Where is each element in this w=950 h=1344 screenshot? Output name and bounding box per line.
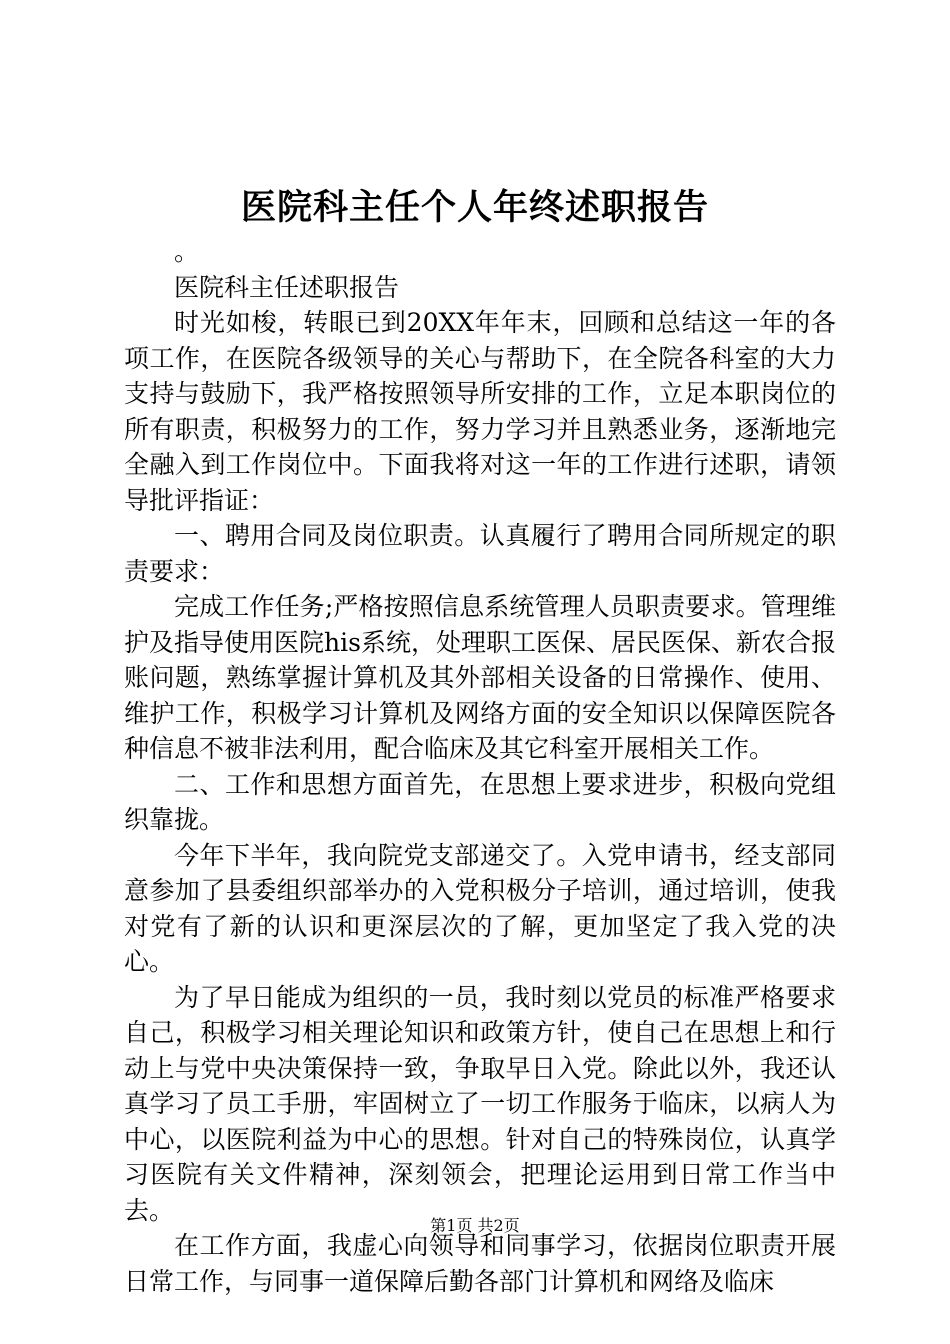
paragraph-subtitle: 医院科主任述职报告 (174, 272, 400, 302)
paragraph-section-one-body: 完成工作任务;严格按照信息系统管理人员职责要求。管理维护及指导使用医院his系统，处理职工医保、居民医保、新农合报账问题，熟练掌握计算机及其外部相关设备的日常操作、使用、维护工作，积极学习计算机及网络方面的安全知识以保障医院各种信息不被非法利用，配合临床及其它科室开展相关工作。 (124, 592, 836, 763)
page-number-footer: 第1页 共2页 (430, 1216, 520, 1235)
paragraph-period: 。 (174, 237, 200, 266)
paragraph-section-one-heading: 一、聘用合同及岗位职责。认真履行了聘用合同所规定的职责要求： (124, 521, 836, 586)
document-body (124, 234, 836, 1299)
document-title: 医院科主任个人年终述职报告 (240, 187, 709, 228)
paragraph-intro: 时光如梭，转眼已到20XX年年末，回顾和总结这一年的各项工作，在医院各级领导的关心与帮助下，在全院各科室的大力支持与鼓励下，我严格按照领导所安排的工作，立足本职岗位的所有职责，积极努力的工作，努力学习并且熟悉业务，逐渐地完全融入到工作岗位中。下面我将对这一年的工作进行述职，请领导批评指证： (124, 308, 836, 515)
paragraph-section-two-heading: 二、工作和思想方面首先，在思想上要求进步，积极向党组织靠拢。 (124, 769, 836, 834)
paragraph-party-application: 今年下半年，我向院党支部递交了。入党申请书，经支部同意参加了县委组织部举办的入党积极分子培训，通过培训，使我对党有了新的认识和更深层次的了解，更加坚定了我入党的决心。 (124, 840, 836, 976)
paragraph-self-discipline: 为了早日能成为组织的一员，我时刻以党员的标准严格要求自己，积极学习相关理论知识和政策方针，使自己在思想上和行动上与党中央决策保持一致，争取早日入党。除此以外，我还认真学习了员工手册，牢固树立了一切工作服务于临床，以病人为中心，以医院利益为中心的思想。针对自己的特殊岗位，认真学习医院有关文件精神，深刻领会，把理论运用到日常工作当中去。 (124, 982, 836, 1225)
paragraph-work-aspect: 在工作方面，我虚心向领导和同事学习，依据岗位职责开展日常工作，与同事一道保障后勤各部门计算机和网络及临床 (124, 1231, 836, 1296)
